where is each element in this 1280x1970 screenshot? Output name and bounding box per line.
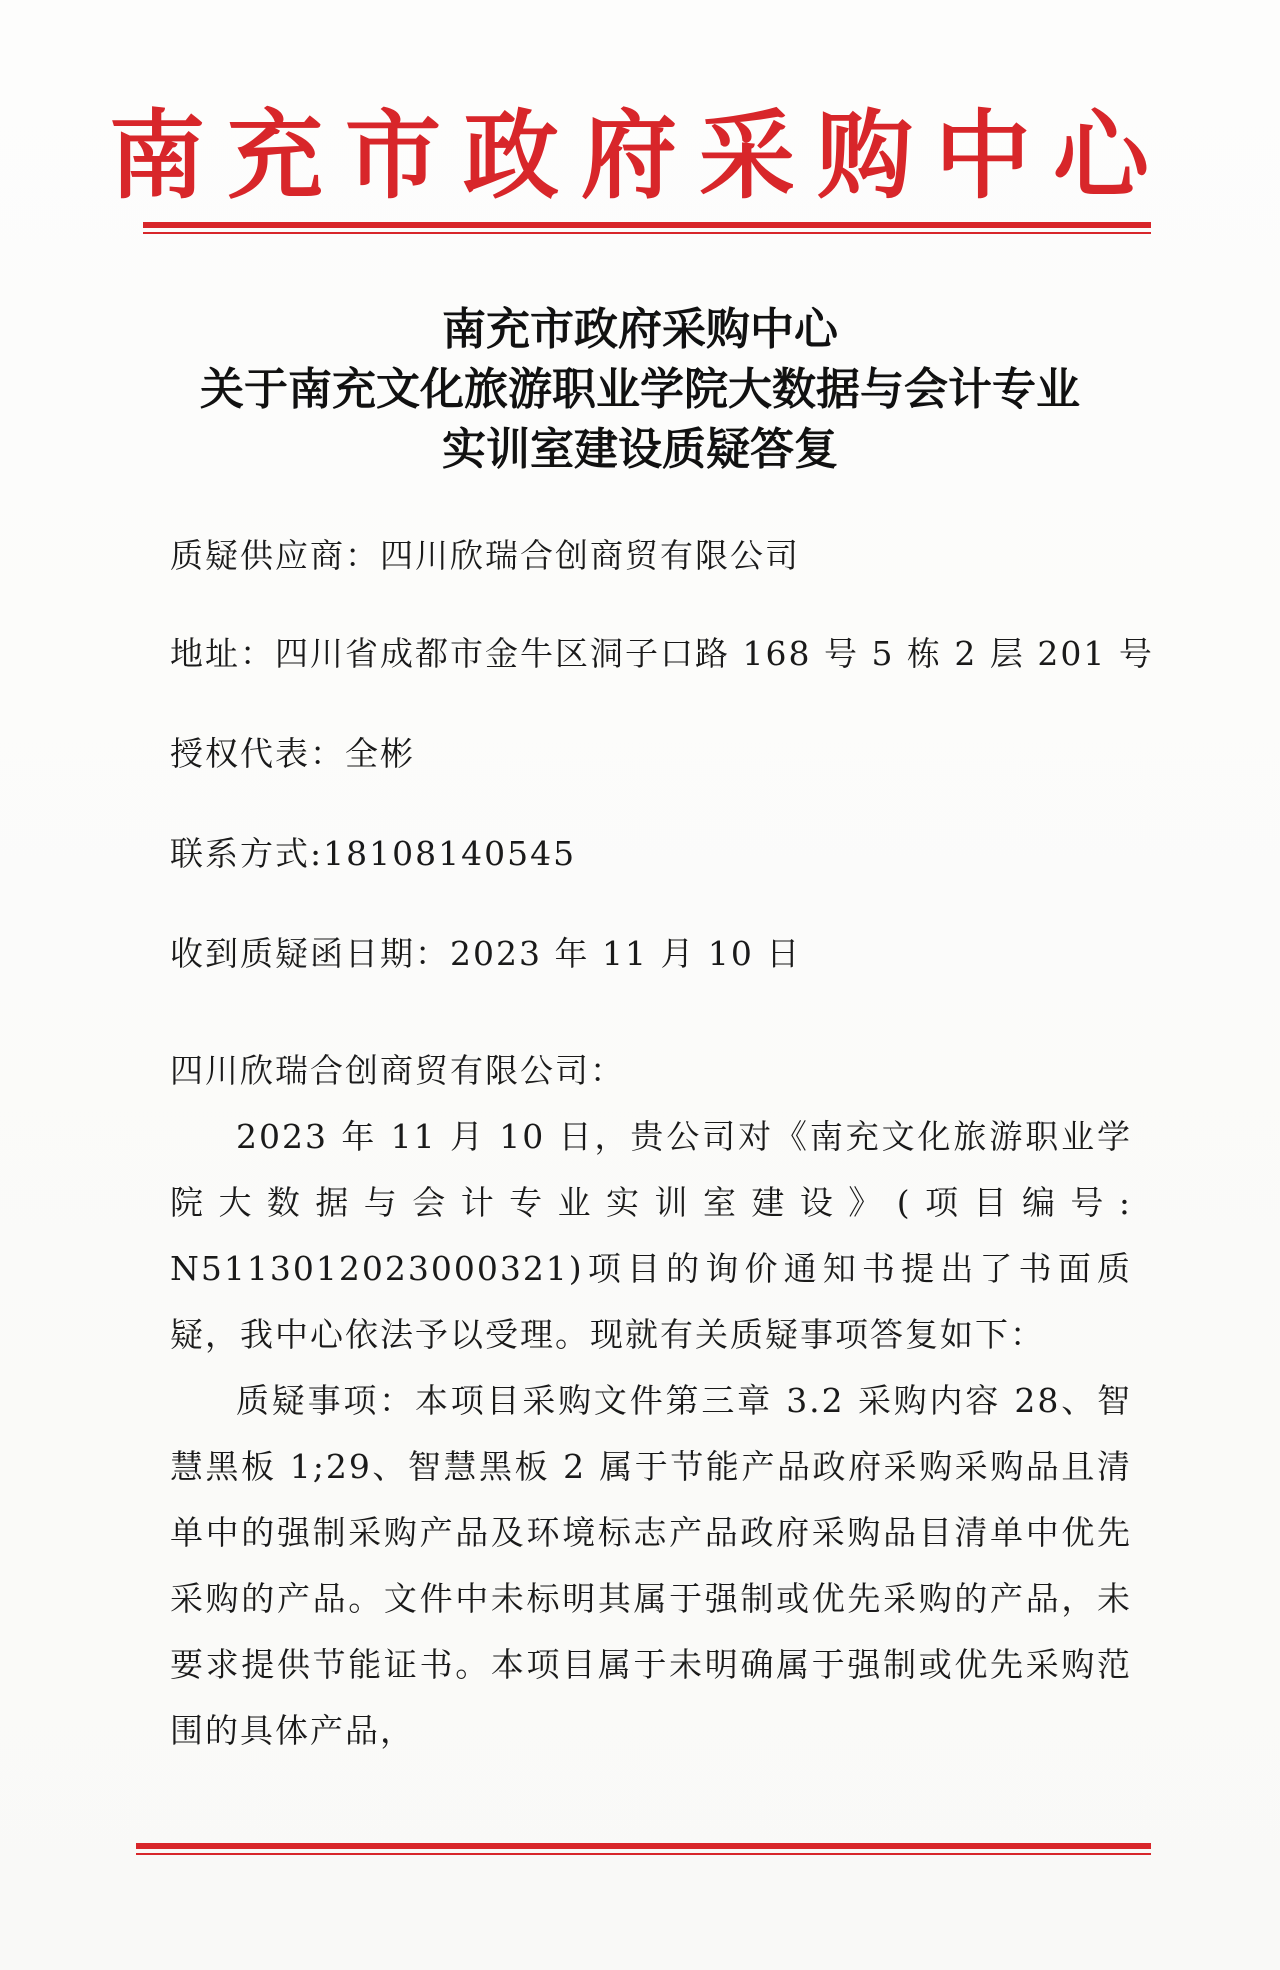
received-date-value: 2023 年 11 月 10 日	[450, 934, 802, 973]
letterhead-divider-top	[143, 222, 1151, 234]
address-value: 四川省成都市金牛区洞子口路 168 号 5 栋 2 层 201 号	[275, 634, 1154, 673]
paragraph-intro: 2023 年 11 月 10 日，贵公司对《南充文化旅游职业学院大数据与会计专业实训室建设》(项目编号: N5113012023000321)项目的询价通知书提出了书面质疑，我中心依法予以受理。现就有关质疑事项答复如下：	[170, 1117, 1132, 1354]
salutation: 四川欣瑞合创商贸有限公司：	[170, 1051, 625, 1090]
supplier-value: 四川欣瑞合创商贸有限公司	[380, 536, 800, 575]
representative-label: 授权代表：	[170, 734, 345, 773]
letterhead-divider-bottom	[136, 1843, 1151, 1855]
paragraph-complaint: 质疑事项：本项目采购文件第三章 3.2 采购内容 28、智慧黑板 1;29、智慧黑板 2 属于节能产品政府采购采购品且清单中的强制采购产品及环境标志产品政府采购品目清单中优先采购的产品。文件中未标明其属于强制或优先采购的产品，未要求提供节能证书。本项目属于未明确属于强制或优先采购范围的具体产品，	[170, 1381, 1132, 1750]
contact-line	[170, 828, 576, 875]
supplier-line	[170, 530, 800, 577]
received-date-line	[170, 928, 801, 975]
document-title-line-1: 南充市政府采购中心	[442, 304, 838, 355]
document-title-line-3: 实训室建设质疑答复	[442, 424, 838, 475]
contact-label: 联系方式:	[170, 834, 324, 873]
document-title	[0, 300, 1280, 480]
supplier-label: 质疑供应商：	[170, 536, 380, 575]
address-line	[170, 628, 1154, 675]
letter-body	[170, 1038, 1132, 1764]
address-label: 地址：	[170, 634, 275, 673]
document-title-line-2: 关于南充文化旅游职业学院大数据与会计专业	[200, 364, 1080, 415]
received-date-label: 收到质疑函日期：	[170, 934, 450, 973]
contact-value: 18108140545	[323, 834, 577, 873]
letterhead-title: 南充市政府采购中心	[109, 99, 1171, 212]
representative-line	[170, 728, 415, 775]
representative-value: 全彬	[345, 734, 415, 773]
